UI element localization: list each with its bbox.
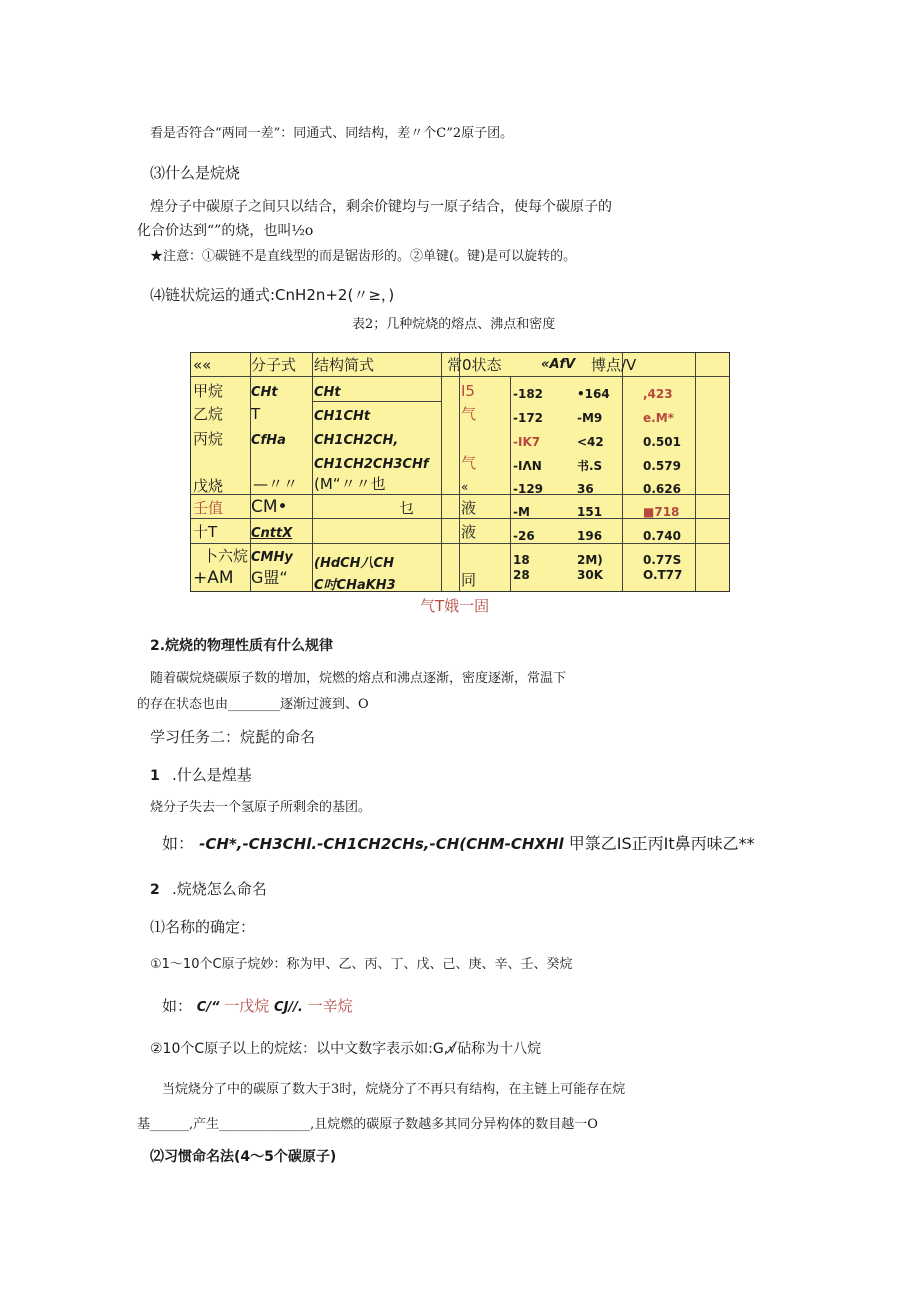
- table-cell-mp: 18: [513, 553, 530, 567]
- table-cell-state: «: [461, 480, 469, 494]
- table-cell-density: ■718: [643, 505, 680, 519]
- table-cell-struct: CH1CH2CH3CHf: [314, 457, 429, 472]
- table-header-melting-point: «AfV: [541, 357, 576, 372]
- text-line-isomer-2: 基______,产生______________,且烷燃的碳原子数越多其同分异构体的数目越一O: [137, 1117, 598, 1132]
- table-cell-bp: <42: [577, 435, 604, 449]
- table-cell-mp: -IΛN: [513, 459, 542, 473]
- table-cell-state: 液: [461, 499, 477, 517]
- table-cell-formula: T: [251, 405, 261, 423]
- table-cell-mp: -IK7: [513, 435, 541, 449]
- text-line-definition-1: 煌分子中碳原子之间只以结合，剩余价键均与一原子结合，使每个碳原子的: [150, 199, 612, 215]
- table-cell-name: 卜六烷: [203, 547, 249, 565]
- table-cell-density: 0.626: [643, 482, 681, 496]
- text-line-trend-2: 的存在状态也由________逐渐过渡到、O: [137, 697, 369, 712]
- table-cell-mp: -129: [513, 482, 544, 496]
- text-line-isomer-1: 当烷烧分了中的碳原了数大于3时，烷烧分了不再只有结构，在主链上可能存在烷: [162, 1082, 626, 1097]
- table-cell-formula: CnttX: [251, 526, 293, 541]
- text-line-trend-1: 随着碳烷烧碳原子数的增加，烷燃的熔点和沸点逐渐，密度逐渐，常温下: [150, 671, 567, 686]
- heading-number-1: 1: [150, 768, 160, 784]
- table-cell-density: 0.77S: [643, 553, 682, 567]
- table-cell-name: 戊烧: [193, 477, 224, 495]
- table-cell-bp: -M9: [577, 411, 603, 425]
- table-cell-formula: CMHy: [251, 550, 293, 565]
- table-header-boiling-point: 博点/V: [591, 356, 637, 374]
- state-sequence-label: 气T娥一固: [420, 597, 490, 615]
- table-cell-struct: (M“〃〃也: [314, 475, 386, 493]
- table-cell-mp: -26: [513, 529, 535, 543]
- table-cell-name: +AM: [193, 568, 234, 588]
- table-cell-state: 气: [461, 454, 477, 472]
- example-2-formula-b: CJ//.: [274, 1000, 303, 1015]
- alkane-properties-table: [190, 352, 730, 592]
- table-cell-name: 丙烷: [193, 430, 224, 448]
- text-line-alkyl-definition: 烧分子失去一个氢原子所剩余的基团。: [150, 800, 372, 815]
- table-cell-struct: (HdCH八CH: [314, 556, 394, 571]
- text-line-homolog: 看是否符合“两同一差”：同通式、同结构，差〃个C”2原子团。: [150, 126, 514, 141]
- heading-physical-properties: 2.烷烧的物理性质有什么规律: [150, 638, 334, 654]
- heading-general-formula: ⑷链状烷运的通式:CnH2n+2(〃≥，): [150, 286, 395, 304]
- table-cell-density: 0.579: [643, 459, 681, 473]
- table-cell-struct: CHt: [314, 385, 341, 400]
- table-cell-formula: CM•: [251, 497, 288, 517]
- table-cell-formula: CHt: [251, 385, 278, 400]
- example-prefix: 如：: [162, 834, 195, 853]
- table-header-state: 常0状态: [447, 356, 502, 374]
- table-cell-formula: —〃〃: [253, 475, 299, 493]
- table-cell-bp: 151: [577, 505, 603, 519]
- heading-name-determination: ⑴名称的确定：: [150, 918, 256, 936]
- table-cell-bp: 2M): [577, 553, 603, 567]
- table-cell-bp: 书.S: [577, 459, 603, 473]
- table-cell-density: 0.501: [643, 435, 681, 449]
- example-formulas: -CH*,-CH3CHl.-CH1CH2CHs,-CH(CHM-CHXHl: [199, 835, 564, 853]
- table-header-formula: 分子式: [251, 356, 297, 374]
- table-cell-name: 十T: [193, 523, 218, 541]
- table-cell-struct: CH1CH2CH,: [314, 433, 399, 448]
- table-cell-density: 0.740: [643, 529, 681, 543]
- table-cell-mp: 28: [513, 568, 530, 582]
- table-cell-struct: 乜: [399, 499, 415, 517]
- table-cell-formula: G盟“: [251, 568, 288, 587]
- example-line-2: [162, 997, 353, 1017]
- table-cell-bp: 36: [577, 482, 594, 496]
- table-caption: 表2；几种烷烧的熔点、沸点和密度: [352, 317, 556, 332]
- table-cell-formula: CfHa: [251, 433, 286, 448]
- example-names: 甲箓乙IS正丙It鼻丙味乙**: [568, 834, 755, 853]
- table-cell-density: O.T77: [643, 568, 683, 582]
- table-cell-bp: •164: [577, 387, 610, 401]
- text-line-rule-2: ②10个C原子以上的烷炫：以中文数字表示如:G,√̸砧称为十八烷: [150, 1041, 542, 1057]
- table-cell-state: 液: [461, 523, 477, 541]
- heading-what-is-alkyl: .什么是煌基: [172, 766, 252, 784]
- table-cell-struct: C吋CHaKH3: [314, 578, 396, 593]
- table-cell-state: 气: [461, 405, 477, 423]
- example-2-name-a: 一戊烷: [224, 997, 270, 1015]
- table-header-struct: 结构简式: [314, 356, 375, 374]
- table-cell-state: I5: [461, 382, 475, 400]
- example-2-prefix: 如：: [162, 997, 193, 1015]
- table-cell-bp: 196: [577, 529, 603, 543]
- heading-common-naming: ⑵习惯命名法(4〜5个碳原子): [150, 1149, 337, 1165]
- table-cell-density: ,423: [643, 387, 673, 401]
- example-2-name-b: 一辛烷: [307, 997, 353, 1015]
- example-2-formula-a: C/“: [196, 1000, 220, 1015]
- table-cell-mp: -M: [513, 505, 530, 519]
- text-line-rule-1: ①1〜10个C原子烷妙：称为甲、乙、丙、丁、戊、己、庚、辛、壬、癸烷: [150, 957, 573, 972]
- text-line-definition-2: 化合价达到“”的烧，也叫½o: [137, 223, 314, 239]
- text-line-note: ★注意：①碳链不是直线型的而是锯齿形的。②单键(。键)是可以旋转的。: [150, 249, 577, 264]
- example-line: [162, 835, 755, 853]
- table-header-name: ««: [193, 356, 212, 374]
- table-cell-name: 甲烷: [193, 382, 224, 400]
- table-cell-state: 同: [461, 571, 477, 589]
- table-cell-mp: -172: [513, 411, 544, 425]
- table-cell-name: 壬值: [193, 499, 224, 517]
- heading-task-two: 学习任务二：烷髭的命名: [150, 728, 316, 746]
- heading-what-is-alkane: ⑶什么是烷烧: [150, 164, 241, 182]
- table-cell-density: e.M*: [643, 411, 674, 425]
- table-cell-struct: CH1CHt: [314, 409, 371, 424]
- heading-how-to-name: .烷烧怎么命名: [172, 880, 267, 898]
- table-cell-bp: 30K: [577, 568, 603, 582]
- table-cell-mp: -182: [513, 387, 544, 401]
- heading-number-2: 2: [150, 882, 160, 898]
- table-cell-name: 乙烷: [193, 405, 224, 423]
